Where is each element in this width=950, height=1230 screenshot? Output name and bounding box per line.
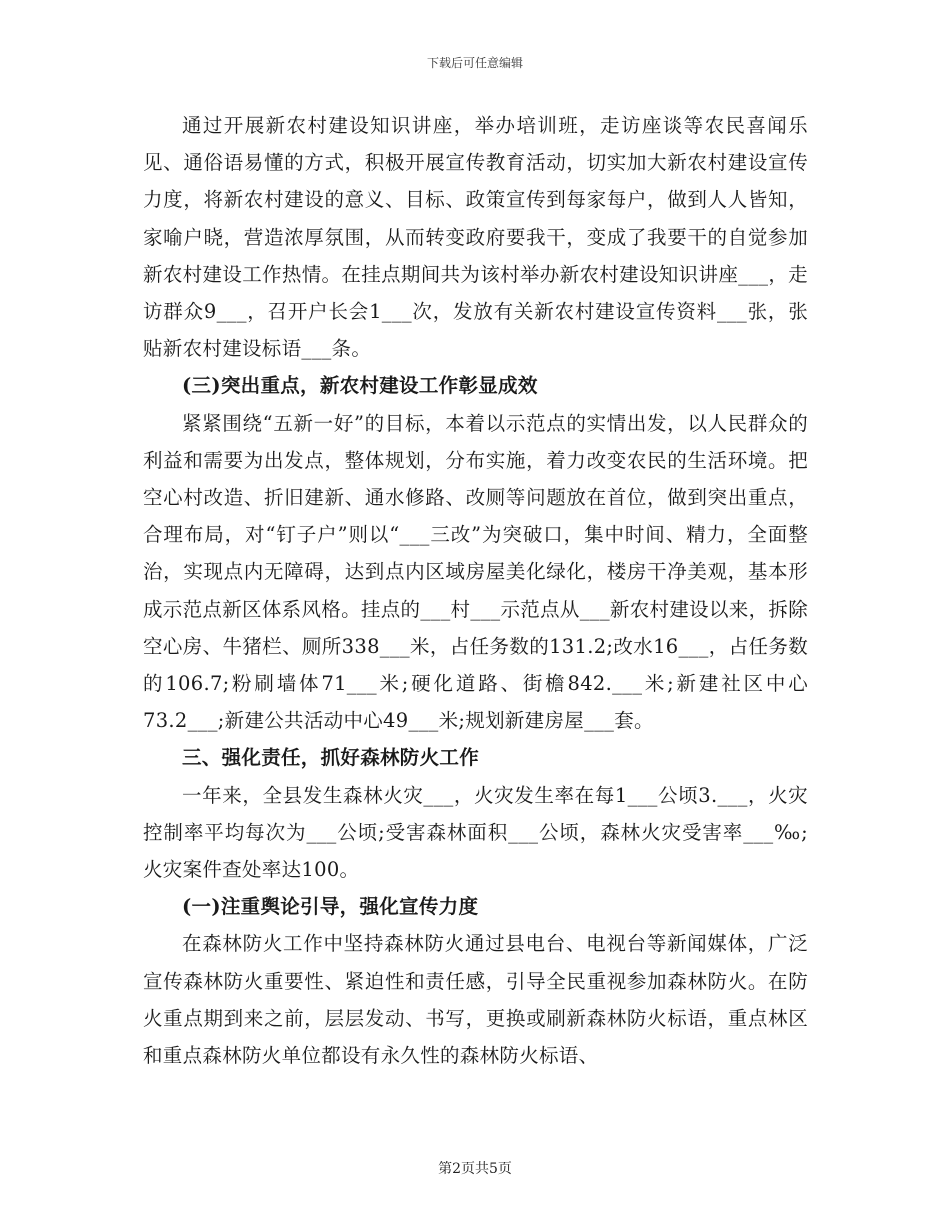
paragraph-construction-results: 紧紧围绕“五新一好”的目标，本着以示范点的实情出发，以人民群众的利益和需要为出发点，整体规划，分布实施，着力改变农民的生活环境。把空心村改造、折旧建新、通水修路、改厕等问题放在首位，做到突出重点，合理布局，对“钉子户”则以“___三改”为突破口，集中时间、精力，全面整治，实现点内无障碍，达到点内区域房屋美化绿化，楼房干净美观，基本形成示范点新区体系风格。挂点的___村___示范点从___新农村建设以来，拆除空心房、牛猪栏、厕所338___米，占任务数的131.2;改水16___，占任务数的106.7;粉刷墙体71___米;硬化道路、街檐842.___米;新建社区中心73.2___;新建公共活动中心49___米;规划新建房屋___套。 bbox=[143, 411, 808, 733]
paragraph-fire-statistics: 一年来，全县发生森林火灾___，火灾发生率在每1___公顷3.___，火灾控制率平均每次为___公顷;受害森林面积___公顷，森林火灾受害率___‰;火灾案件查处率达100。 bbox=[143, 783, 808, 882]
paragraph-publicity: 通过开展新农村建设知识讲座，举办培训班，走访座谈等农民喜闻乐见、通俗语易懂的方式，积极开展宣传教育活动，切实加大新农村建设宣传力度，将新农村建设的意义、目标、政策宣传到每家每户，做到人人皆知，家喻户晓，营造浓厚氛围，从而转变政府要我干，变成了我要干的自觉参加新农村建设工作热情。在挂点期间共为该村举办新农村建设知识讲座___，走访群众9___，召开户长会1___次，发放有关新农村建设宣传资料___张，张贴新农村建设标语___条。 bbox=[143, 114, 808, 361]
section-heading-public-opinion: (一)注重舆论引导，强化宣传力度 bbox=[182, 895, 479, 919]
section-heading-forest-fire: 三、强化责任，抓好森林防火工作 bbox=[182, 746, 480, 770]
page-header-note: 下载后可任意编辑 bbox=[426, 56, 523, 70]
section-heading-highlight-priorities: (三)突出重点，新农村建设工作彰显成效 bbox=[182, 374, 538, 398]
paragraph-fire-publicity: 在森林防火工作中坚持森林防火通过县电台、电视台等新闻媒体，广泛宣传森林防火重要性、紧迫性和责任感，引导全民重视参加森林防火。在防火重点期到来之前，层层发动、书写，更换或刷新森林防火标语，重点林区和重点森林防火单位都设有永久性的森林防火标语、 bbox=[143, 932, 808, 1068]
document-body bbox=[143, 107, 808, 1074]
page-footer-number: 第2页共5页 bbox=[438, 1161, 512, 1177]
